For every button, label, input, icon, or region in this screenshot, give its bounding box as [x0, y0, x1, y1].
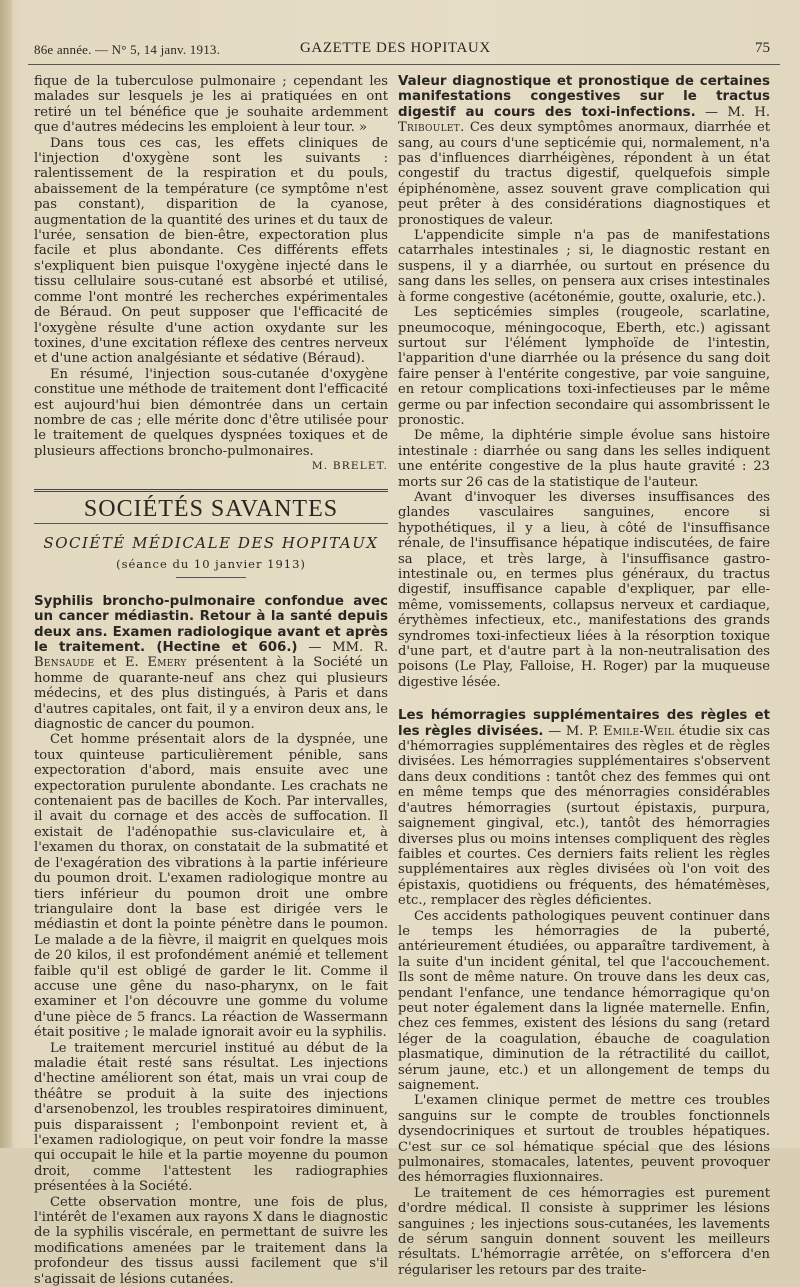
- paragraph: Dans tous ces cas, les effets cliniques de l'injection d'oxygène sont les suivants : ralentissement de la respiration et du pouls, abaissement de la température (ce symptôme n'est pas constant), disparition de la cyanose, augmentation de la quantité des urines et du taux de l'urée, sensation de bien-être, expectoration plus facile et plus abondante. Ces différents effets s'expliquent bien puisque l'oxygène injecté dans le tissu cellulaire sous-cutané est absorbé et utilisé, comme l'ont montré les recherches expérimentales de Béraud. On peut supposer que l'efficacité de l'oxygène résulte d'une action oxydante sur les toxines, d'une excitation réflexe des centres nerveux et d'une action analgésiante et sédative (Béraud).: [34, 135, 388, 367]
- article-title: Syphilis broncho-pulmonaire confondue avec un cancer médiastin. Retour à la santé depuis deux ans. Examen radiologique avant et après le traitement. (Hectine et 606.): [34, 593, 388, 655]
- paragraph: fique de la tuberculose pulmonaire ; cependant les malades sur lesquels je les ai pratiquées en ont retiré un tel bénéfice que je souhaite ardemment que d'autres médecins les emploient à leur tour. »: [34, 74, 388, 136]
- author-name: Triboulet: [398, 120, 461, 136]
- author-name: Emile-Weil: [603, 723, 675, 739]
- author-name: Emery: [147, 655, 187, 671]
- paragraph-text: présentent à la Société un homme de quarante-neuf ans chez qui plusieurs médecins, et des plus distingués, à Paris et dans d'autres capitales, ont fait, il y a environ deux ans, le diagnostic de cancer du poumon.: [34, 655, 389, 733]
- author-signature: M. BRELET.: [311, 460, 388, 473]
- paragraph: Le traitement mercuriel institué au début de la maladie était resté sans résultat. Les injections d'hectine améliorent son état, mais un vrai coup de théâtre se produit à la suite des injections d'arsenobenzol, les troubles respiratoires diminuent, puis disparaissent ; l'embonpoint revient et, à l'examen radiologique, on peut voir fondre la masse qui occupait le hile et la partie moyenne du poumon droit, comme l'attestent les radiographies présentées à la Société.: [34, 1040, 388, 1195]
- paragraph-text: étudie six cas d'hémorragies supplémentaires des règles et de règles divisées. Les hémorragies supplémentaires s'observent dans deux conditions : tantôt chez des femmes qui ont en même temps que des ménorragies considérables d'autres hémorragies (surtout épistaxis, purpura, saignement gingival, etc.), tantôt des hémorragies diverses plus ou moins intenses compliquent des règles faibles et courtes. Ces derniers faits relient les règles supplémentaires aux règles divisées où l'on voit des épistaxis, quotidiens ou fréquents, des hématémèses, etc., remplacer des règles déficientes.: [398, 723, 770, 909]
- society-heading: SOCIÉTÉ MÉDICALE DES HOPITAUX: [43, 533, 379, 552]
- paragraph: Ces accidents pathologiques peuvent continuer dans le temps les hémorragies de la puberté, antérieurement étudiées, ou apparaître tardivement, à la suite d'un incident génital, tel que l'accouchement. Ils sont de même nature. On trouve dans les deux cas, pendant l'enfance, une tendance hémorragique qu'on peut noter également dans la lignée maternelle. Enfin, chez ces femmes, existent des lésions du sang (retard léger de la coagulation, ébauche de coagulation plasmatique, diminution de la rétractilité du caillot, sérum jaune, etc.) et un allongement de temps du saignement.: [398, 908, 770, 1093]
- article-intro: [34, 594, 388, 733]
- session-date: (séance du 10 janvier 1913): [116, 557, 306, 572]
- paragraph: Les septicémies simples (rougeole, scarlatine, pneumocoque, méningocoque, Eberth, etc.) agissant surtout sur l'élément lymphoïde de l'intestin, l'apparition d'une diarrhée ou la présence du sang doit faire penser à l'entérite congestive, par voie sanguine, en retour complications toxi-infectieuses par le même germe ou par infection secondaire qui assombrissent le pronostic.: [398, 305, 770, 428]
- paragraph: Cette observation montre, une fois de plus, l'intérêt de l'examen aux rayons X dans le diagnostic de la syphilis viscérale, en permettant de suivre les modifications amenées par le traitement dans la profondeur des tissus aussi facilement que s'il s'agissait de lésions cutanées.: [34, 1194, 388, 1287]
- author-prefix: — M. H.: [695, 104, 770, 120]
- paragraph: Le traitement de ces hémorragies est purement d'ordre médical. Il consiste à supprimer les lésions sanguines ; les injections sous-cutanées, les lavements de sérum sanguin donnent souvent les meilleurs résultats. L'hémorragie arrêtée, on s'efforcera d'en régulariser les retours par des traite-: [398, 1185, 770, 1278]
- running-header: [28, 38, 780, 60]
- author-prefix: — MM. R.: [297, 640, 388, 655]
- article-spacer: [398, 690, 770, 708]
- paragraph-text: . Ces deux symptômes anormaux, diarrhée et sang, au cours d'une septicémie qui, normalement, n'a pas d'influences diarrhéigènes, répondent à un état congestif du tractus digestif, quelquefois simple épiphénomène, assez souvent grave complication qui peut prêter à des considérations diagnostiques et pronostiques de valeur.: [398, 120, 770, 228]
- paragraph: En résumé, l'injection sous-cutanée d'oxygène constitue une méthode de traitement dont l'efficacité est aujourd'hui bien démontrée dans un certain nombre de cas ; elle mérite donc d'être utilisée pour le traitement de quelques dyspnées toxiques et de plusieurs affections broncho-pulmonaires.: [34, 366, 388, 459]
- journal-title: GAZETTE DES HOPITAUX: [300, 40, 491, 56]
- page-binding-edge: [0, 0, 12, 1148]
- right-column: [398, 74, 770, 1278]
- article-title: Les hémorragies supplémentaires des règles et les règles divisées.: [398, 708, 770, 739]
- page-number: 75: [755, 40, 770, 56]
- section-title: SOCIÉTÉS SAVANTES: [83, 495, 339, 522]
- paragraph: Cet homme présentait alors de la dyspnée, une toux quinteuse particulièrement pénible, sans expectoration d'abord, mais ensuite avec une expectoration purulente abondante. Les crachats ne contenaient pas de bacilles de Koch. Par intervalles, il avait du cornage et des accès de suffocation. Il existait de l'adénopathie sus-claviculaire et, à l'examen du thorax, on constatait de la submatité et de l'exagération des vibrations à la partie inférieure du poumon droit. L'examen radiologique montre au tiers inférieur du poumon droit une ombre triangulaire dont la base est dirigée vers le médiastin et dont la pointe pénètre dans le poumon. Le malade a de la fièvre, il maigrit en quelques mois de 20 kilos, il est profondément anémié et tellement faible qu'il est obligé de garder le lit. Comme il accuse une gêne du naso-pharynx, on le fait examiner et l'on découvre une gomme du volume d'une pièce de 5 francs. La réaction de Wassermann était positive ; le malade ignorait avoir eu la syphilis.: [34, 732, 388, 1041]
- short-divider: [176, 577, 246, 578]
- article-title: Valeur diagnostique et pronostique de certaines manifestations congestives sur le tractus digestif au cours des toxi-infections.: [398, 74, 770, 120]
- section-divider: [34, 523, 388, 524]
- article-intro: [398, 708, 770, 908]
- left-column: [34, 74, 388, 1287]
- section-divider: [34, 489, 388, 492]
- header-rule: [28, 64, 780, 65]
- author-name: Bensaude: [34, 655, 95, 671]
- paragraph: L'appendicite simple n'a pas de manifestations catarrhales intestinales ; si, le diagnostic restant en suspens, il y a diarrhée, ou surtout en présence du sang dans les selles, on pensera aux crises intestinales à forme congestive (acétonémie, goutte, oxalurie, etc.).: [398, 228, 770, 305]
- paragraph: L'examen clinique permet de mettre ces troubles sanguins sur le compte de troubles fonctionnels dysendocriniques et surtout de troubles hépatiques. C'est sur ce sol hématique spécial que des lésions pulmonaires, stomacales, latentes, peuvent provoquer des hémorragies fluxionnaires.: [398, 1093, 770, 1186]
- author-prefix: — M. P.: [543, 723, 604, 739]
- paragraph: De même, la diphtérie simple évolue sans histoire intestinale : diarrhée ou sang dans les selles indiquent une entérite congestive de la plus haute gravité : 23 morts sur 26 cas de la statistique de l'auteur.: [398, 428, 770, 490]
- author-joiner: et E.: [94, 655, 148, 671]
- article-intro: [398, 74, 770, 228]
- issue-info: 86e année. — N° 5, 14 janv. 1913.: [34, 42, 221, 57]
- paragraph: Avant d'invoquer les diverses insuffisances des glandes vasculaires sanguines, encore si hypothétiques, il y a lieu, à côté de l'insuffisance rénale, de l'insuffisance hépatique indiscutées, de faire sa place, et très large, à l'insuffisance gastro-intestinale ou, en termes plus généraux, du tractus digestif, insuffisance capable d'expliquer, par elle-même, vomissements, collapsus nerveux et cardiaque, érythèmes infectieux, etc., manifestations des grands syndromes toxi-infectieux liées à la résorption toxique d'une part, et d'autre part à la non-neutralisation des poisons (Le Play, Falloise, H. Roger) par la muqueuse digestive lésée.: [398, 489, 770, 690]
